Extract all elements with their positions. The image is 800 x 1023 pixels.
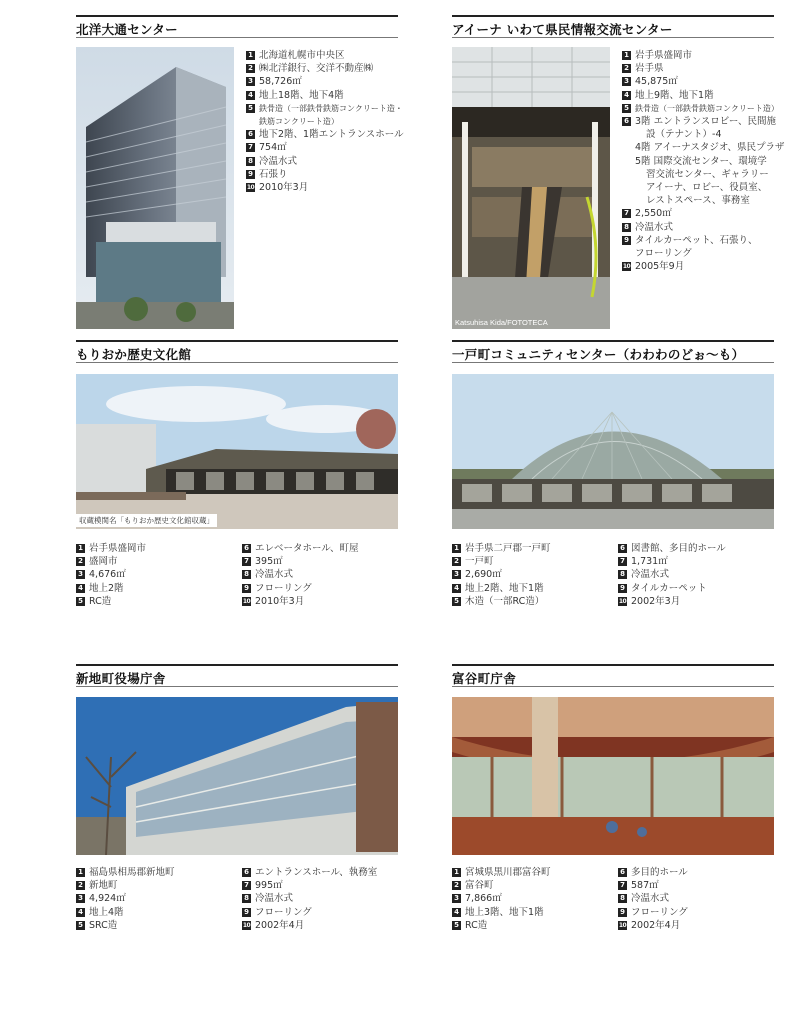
section-ichinohe	[452, 340, 774, 620]
spec-item: 1 宮城県黒川郡富谷町	[452, 866, 551, 879]
spec-item: 6 多目的ホール	[618, 866, 688, 879]
building-photo	[76, 374, 398, 529]
divider	[76, 686, 398, 687]
section-title: 北洋大通センター	[76, 15, 398, 38]
spec-item: 1 岩手県盛岡市	[622, 49, 784, 62]
section-title: 新地町役場庁舎	[76, 664, 398, 687]
building-photo	[76, 47, 234, 329]
spec-item: 4 地上2階、地下1階	[452, 582, 551, 595]
spec-item: 10 2002年4月	[242, 919, 305, 931]
spec-item: 3 45,875㎡	[622, 75, 784, 88]
section-aiina	[452, 15, 785, 335]
spec-item: 5 SRC造	[76, 919, 175, 932]
spec-item: 3 4,924㎡	[76, 892, 175, 905]
section-title: 富谷町庁舎	[452, 664, 774, 687]
spec-item: レストスペース、事務室	[646, 195, 750, 207]
spec-item: 5 RC造	[452, 919, 551, 932]
spec-item: 1 岩手県二戸郡一戸町	[452, 542, 551, 555]
spec-item: 9 タイルカーペット、石張り、	[622, 234, 784, 247]
spec-item: 10 2010年3月	[246, 182, 309, 194]
building-photo	[452, 47, 610, 329]
section-title: もりおか歴史文化館	[76, 340, 398, 363]
spec-item: 9 フローリング	[618, 906, 688, 919]
divider	[452, 362, 774, 363]
spec-list-left	[452, 866, 551, 932]
spec-item: 1 福島県相馬郡新地町	[76, 866, 175, 879]
section-title: 一戸町コミュニティセンター（わわわのどぉ～も）	[452, 340, 774, 363]
spec-item: 5 鉄骨造（一部鉄骨鉄筋コンクリート造）	[622, 102, 784, 115]
spec-item: 2 岩手県	[622, 62, 784, 75]
spec-item: 2 ㈱北洋銀行、交洋不動産㈱	[246, 62, 404, 75]
spec-item: 10 2010年3月	[242, 595, 305, 607]
spec-item: 7 754㎡	[246, 141, 404, 154]
spec-item: 2 富谷町	[452, 879, 551, 892]
spec-item: 9 石張り	[246, 168, 404, 181]
spec-item: 3 7,866㎡	[452, 892, 551, 905]
spec-item: 習交流センター、ギャラリー	[646, 168, 769, 180]
spec-item: アイーナ、ロビー、役員室、	[646, 182, 768, 194]
spec-item: 6 3階 エントランスロビー、民間施	[622, 115, 784, 128]
divider	[76, 37, 398, 38]
spec-item: 4 地上9階、地下1階	[622, 89, 784, 102]
spec-item: 8 冷温水式	[242, 892, 377, 905]
spec-list-left	[452, 542, 551, 608]
photo-caption: 収蔵模関名「もりおか歴史文化館収蔵」	[76, 514, 217, 527]
spec-item: 8 冷温水式	[618, 892, 688, 905]
spec-item: 3 58,726㎡	[246, 75, 404, 88]
spec-item: 6 図書館、多目的ホール	[618, 542, 726, 555]
spec-item: 8 冷温水式	[618, 568, 726, 581]
photo-credit: Katsuhisa Kida/FOTOTECA	[455, 318, 548, 327]
spec-list	[246, 49, 404, 194]
building-photo	[452, 374, 774, 529]
section-title: アイーナ いわて県民情報交流センター	[452, 15, 774, 38]
divider	[76, 362, 398, 363]
spec-list-right	[618, 542, 726, 608]
spec-item: 6 エレベータホール、町屋	[242, 542, 359, 555]
spec-item: 4 地上2階	[76, 582, 146, 595]
spec-item: 5 木造（一部RC造）	[452, 595, 551, 608]
spec-item: 10 2005年9月	[622, 261, 685, 273]
spec-item: 5 RC造	[76, 595, 146, 608]
spec-item: フローリング	[635, 248, 692, 260]
divider	[452, 37, 774, 38]
spec-item: 3 4,676㎡	[76, 568, 146, 581]
spec-list-left	[76, 866, 175, 932]
spec-item: 7 1,731㎡	[618, 555, 726, 568]
spec-item: 5 鉄骨造（一部鉄骨鉄筋コンクリート造・	[246, 102, 404, 115]
spec-item: 6 エントランスホール、執務室	[242, 866, 377, 879]
section-shinchi	[76, 664, 398, 944]
spec-item: 7 587㎡	[618, 879, 688, 892]
spec-item: 4階 アイーナスタジオ、県民プラザ	[635, 142, 785, 154]
spec-item: 9 フローリング	[242, 906, 377, 919]
spec-item: 2 一戸町	[452, 555, 551, 568]
spec-item: 1 岩手県盛岡市	[76, 542, 146, 555]
spec-item: 8 冷温水式	[242, 568, 359, 581]
building-photo	[76, 697, 398, 855]
spec-item: 4 地上4階	[76, 906, 175, 919]
spec-list-right	[618, 866, 688, 932]
spec-item: 2 新地町	[76, 879, 175, 892]
spec-list	[622, 49, 784, 273]
spec-item: 8 冷温水式	[246, 155, 404, 168]
spec-item: 6 地下2階、1階エントランスホール	[246, 128, 404, 141]
spec-item: 5階 国際交流センター、環境学	[635, 155, 767, 167]
section-morioka	[76, 340, 398, 620]
spec-item: 7 995㎡	[242, 879, 377, 892]
spec-item: 10 2002年3月	[618, 595, 681, 607]
section-tomiya	[452, 664, 774, 944]
spec-item: 7 2,550㎡	[622, 207, 784, 220]
spec-item: 8 冷温水式	[622, 221, 784, 234]
spec-list-right	[242, 542, 359, 608]
spec-item: 設（テナント）-4	[646, 129, 722, 141]
spec-item: 4 地上3階、地下1階	[452, 906, 551, 919]
section-hokuyo	[76, 15, 404, 335]
spec-list-right	[242, 866, 377, 932]
spec-item: 7 395㎡	[242, 555, 359, 568]
spec-item: 10 2002年4月	[618, 919, 681, 931]
spec-item: 9 フローリング	[242, 582, 359, 595]
spec-item: 4 地上18階、地下4階	[246, 89, 404, 102]
spec-item: 3 2,690㎡	[452, 568, 551, 581]
spec-list-left	[76, 542, 146, 608]
spec-item: 鉄筋コンクリート造）	[259, 117, 339, 127]
spec-item: 2 盛岡市	[76, 555, 146, 568]
divider	[452, 686, 774, 687]
spec-item: 9 タイルカーペット	[618, 582, 726, 595]
building-photo	[452, 697, 774, 855]
spec-item: 1 北海道札幌市中央区	[246, 49, 404, 62]
